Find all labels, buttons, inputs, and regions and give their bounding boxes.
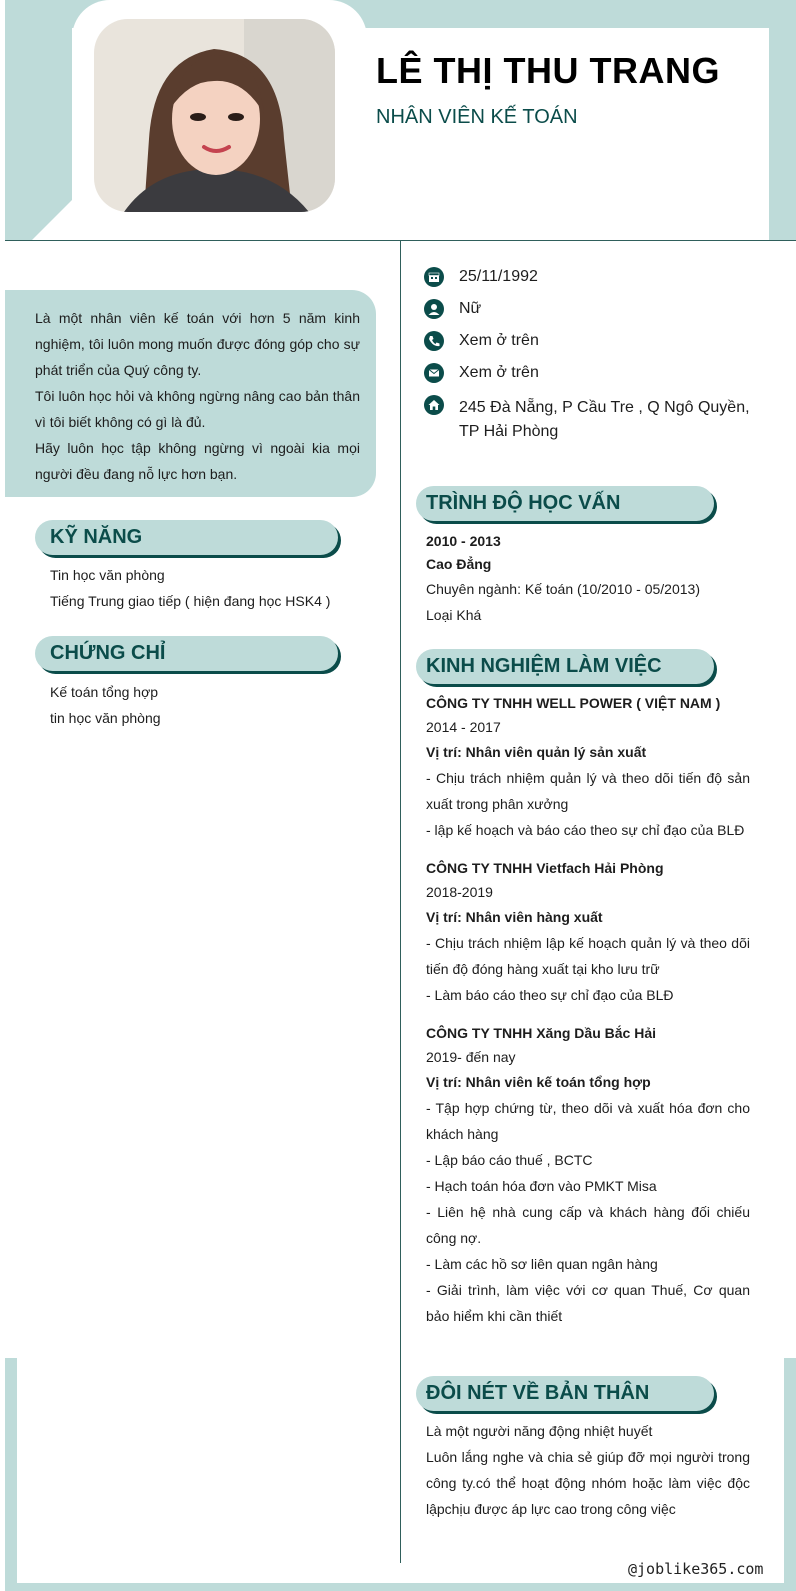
about-line: Luôn lắng nghe và chia sẻ giúp đỡ mọi người trong công ty.có thể hoạt động nhóm hoặc làm việc độc lậpchịu được áp lực cao trong công việc bbox=[426, 1449, 750, 1517]
phone-icon bbox=[424, 331, 444, 351]
footer-band-left bbox=[5, 1358, 17, 1583]
skill-item: Tin học văn phòng bbox=[50, 567, 165, 583]
job-period: 2019- đến nay bbox=[426, 1049, 516, 1065]
job-duty: - Làm các hồ sơ liên quan ngân hàng bbox=[426, 1256, 658, 1272]
job-position: Vị trí: Nhân viên hàng xuất bbox=[426, 909, 603, 925]
job-duty: - Hạch toán hóa đơn vào PMKT Misa bbox=[426, 1178, 657, 1194]
job-period: 2014 - 2017 bbox=[426, 719, 501, 735]
user-icon bbox=[424, 299, 444, 319]
footer-band-bottom bbox=[5, 1583, 796, 1591]
certificate-item: Kế toán tổng hợp bbox=[50, 684, 159, 700]
skill-item: Tiếng Trung giao tiếp ( hiện đang học HSK4 ) bbox=[50, 593, 331, 609]
profile-photo bbox=[94, 19, 335, 212]
address: 245 Đà Nẵng, P Cầu Tre , Q Ngô Quyền, TP Hải Phòng bbox=[459, 399, 750, 440]
home-icon bbox=[424, 395, 444, 415]
job-company: CÔNG TY TNHH Xăng Dầu Bắc Hải bbox=[426, 1025, 657, 1041]
skills-title: KỸ NĂNG bbox=[50, 526, 143, 548]
gender: Nữ bbox=[459, 300, 482, 317]
job-duty: - Làm báo cáo theo sự chỉ đạo của BLĐ bbox=[426, 987, 674, 1003]
job-period: 2018-2019 bbox=[426, 884, 493, 900]
education-major: Chuyên ngành: Kế toán (10/2010 - 05/2013) bbox=[426, 581, 700, 597]
job-duty: - Tập hợp chứng từ, theo dõi và xuất hóa đơn cho khách hàng bbox=[426, 1100, 750, 1142]
about-line: Là một người năng động nhiệt huyết bbox=[426, 1423, 653, 1439]
job-duty: - Chịu trách nhiệm quản lý và theo dõi tiến độ sản xuất trong phân xưởng bbox=[426, 770, 750, 812]
email: Xem ở trên bbox=[459, 364, 539, 381]
job-position: Vị trí: Nhân viên quản lý sản xuất bbox=[426, 744, 647, 760]
email-icon bbox=[424, 363, 444, 383]
intro-text bbox=[35, 305, 360, 487]
education-period: 2010 - 2013 bbox=[426, 533, 501, 549]
watermark: @joblike365.com bbox=[628, 1560, 764, 1578]
job-duty: - Lập báo cáo thuế , BCTC bbox=[426, 1152, 593, 1168]
job-duty: - lập kế hoạch và báo cáo theo sự chỉ đạo của BLĐ bbox=[426, 822, 745, 838]
intro-paragraph: Tôi luôn học hỏi và không ngừng nâng cao bản thân vì tôi biết không có gì là đủ. bbox=[35, 388, 360, 430]
education-degree: Cao Đẳng bbox=[426, 556, 492, 572]
certificates-title: CHỨNG CHỈ bbox=[50, 642, 166, 664]
job-duty: - Chịu trách nhiệm lập kế hoạch quản lý và theo dõi tiến độ đóng hàng xuất tại kho lưu trữ bbox=[426, 935, 750, 977]
header-corner bbox=[32, 198, 74, 240]
certificate-item: tin học văn phòng bbox=[50, 710, 161, 726]
intro-paragraph: Là một nhân viên kế toán với hơn 5 năm kinh nghiệm, tôi luôn mong muốn được đóng góp cho sự phát triển của Quý công ty. bbox=[35, 310, 360, 378]
phone: Xem ở trên bbox=[459, 332, 539, 349]
candidate-name: LÊ THỊ THU TRANG bbox=[376, 50, 720, 91]
birthdate: 25/11/1992 bbox=[459, 268, 538, 285]
job-title: NHÂN VIÊN KẾ TOÁN bbox=[376, 106, 578, 128]
job-company: CÔNG TY TNHH Vietfach Hải Phòng bbox=[426, 860, 664, 876]
footer-band-right bbox=[784, 1358, 796, 1583]
column-divider bbox=[400, 241, 401, 1563]
job-duty: - Liên hệ nhà cung cấp và khách hàng đối chiếu công nợ. bbox=[426, 1204, 750, 1246]
education-title: TRÌNH ĐỘ HỌC VẤN bbox=[426, 492, 621, 514]
education-rank: Loại Khá bbox=[426, 607, 482, 623]
job-duty: - Giải trình, làm việc với cơ quan Thuế, Cơ quan bảo hiểm khi cần thiết bbox=[426, 1282, 750, 1324]
calendar-icon bbox=[424, 267, 444, 287]
job-position: Vị trí: Nhân viên kế toán tổng hợp bbox=[426, 1074, 651, 1090]
experience-title: KINH NGHIỆM LÀM VIỆC bbox=[426, 655, 662, 677]
intro-paragraph: Hãy luôn học tập không ngừng vì ngoài kia mọi người đều đang nỗ lực hơn bạn. bbox=[35, 440, 360, 482]
job-company: CÔNG TY TNHH WELL POWER ( VIỆT NAM ) bbox=[426, 695, 721, 711]
about-title: ĐÔI NÉT VỀ BẢN THÂN bbox=[426, 1382, 650, 1404]
